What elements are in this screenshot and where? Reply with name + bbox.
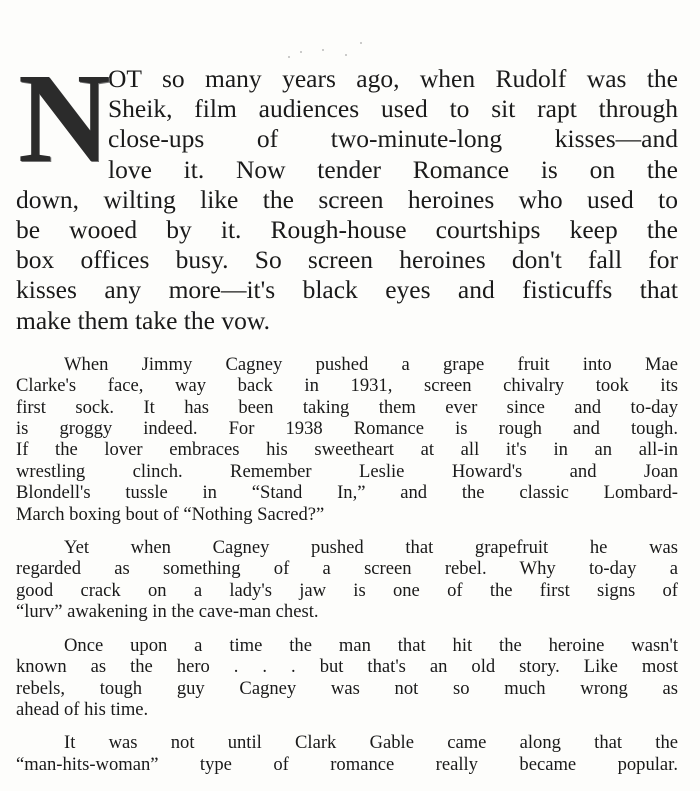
body-line: good crack on a lady's jaw is one of the first signs of [16, 579, 678, 601]
body-paragraph [16, 732, 678, 775]
body-line: wrestling clinch. Remember Leslie Howard's and Joan [16, 460, 678, 482]
scan-speck [322, 49, 324, 51]
body-line: first sock. It has been taking them ever since and to-day [16, 396, 678, 418]
lead-line: kisses any more—it's black eyes and fisticuffs that [16, 275, 678, 305]
body-line: “lurv” awakening in the cave-man chest. [16, 601, 319, 623]
body-line: It was not until Clark Gable came along that the [64, 732, 678, 754]
body-line: Clarke's face, way back in 1931, screen chivalry took its [16, 375, 678, 397]
body-paragraph [16, 635, 678, 721]
drop-cap: N [18, 47, 109, 189]
body-line: is groggy indeed. For 1938 Romance is rough and tough. [16, 418, 678, 440]
body-paragraph [16, 537, 678, 623]
body-line: ahead of his time. [16, 698, 149, 720]
body-paragraph [16, 354, 678, 525]
lead-line: OT so many years ago, when Rudolf was the [108, 64, 678, 93]
body-line: Blondell's tussle in “Stand In,” and the classic Lombard- [16, 482, 678, 504]
scan-speck [360, 42, 362, 44]
body-line: Once upon a time the man that hit the heroine wasn't [64, 634, 678, 656]
body-line: rebels, tough guy Cagney was not so much wrong as [16, 677, 678, 699]
lead-line: down, wilting like the screen heroines who used to [16, 184, 678, 214]
scan-speck [288, 56, 290, 58]
lead-line: box offices busy. So screen heroines don't fall for [16, 245, 678, 275]
body-line: regarded as something of a screen rebel. Why to-day a [16, 558, 678, 580]
lead-line: be wooed by it. Rough-house courtships keep the [16, 215, 678, 245]
body-line: When Jimmy Cagney pushed a grape fruit into Mae [64, 353, 678, 375]
lead-line: love it. Now tender Romance is on the [108, 154, 678, 184]
scan-speck [345, 54, 347, 56]
body-line: “man-hits-woman” type of romance really became popular. [16, 753, 678, 775]
lead-line: Sheik, film audiences used to sit rapt through [108, 94, 678, 124]
lead-paragraph [16, 47, 678, 336]
lead-line: close-ups of two-minute-long kisses—and [108, 124, 678, 154]
body-line: March boxing bout of “Nothing Sacred?” [16, 503, 325, 525]
body-line: known as the hero . . . but that's an old story. Like most [16, 656, 678, 678]
scan-speck [300, 51, 302, 53]
lead-line: make them take the vow. [16, 305, 270, 335]
body-line: If the lover embraces his sweetheart at all it's in an all-in [16, 439, 678, 461]
article-column [16, 47, 678, 775]
body-line: Yet when Cagney pushed that grapefruit he was [64, 537, 678, 559]
